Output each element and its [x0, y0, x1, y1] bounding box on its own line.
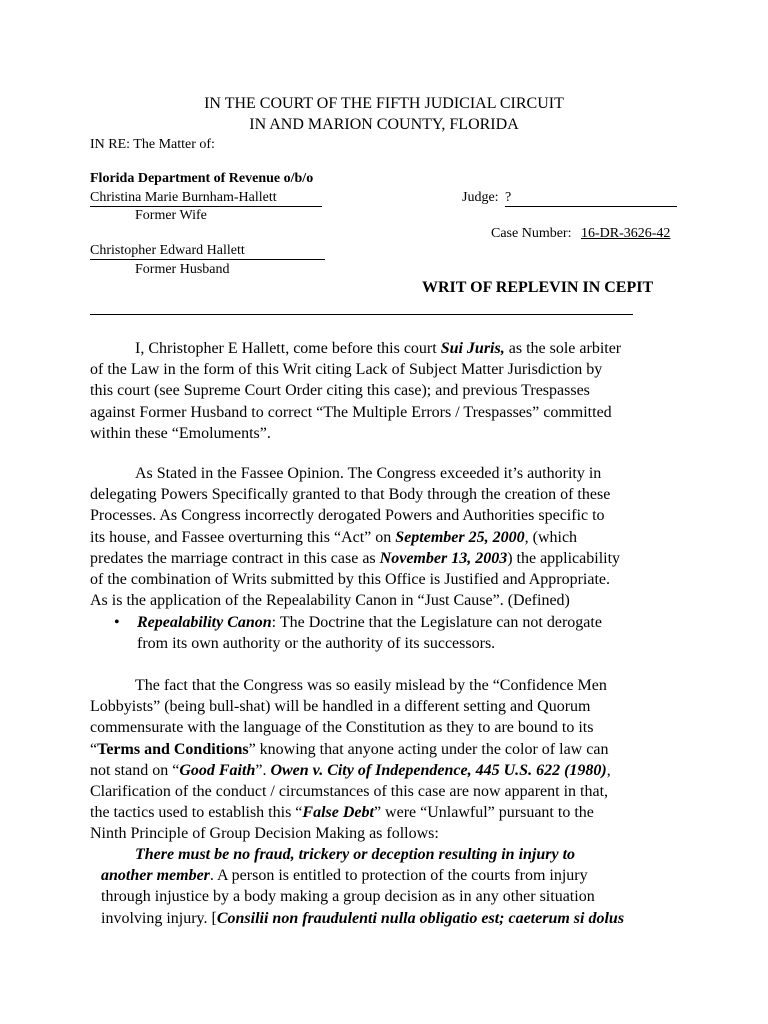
p3-text-d: not stand on “ [90, 761, 180, 779]
husband-role: Former Husband [135, 262, 230, 277]
bullet-line2: from its own authority or the authority of its successors. [137, 635, 496, 653]
caption-rule [90, 314, 633, 315]
p3-line7 [90, 802, 690, 823]
p1-text-a: I, Christopher E Hallett, come before this court [135, 340, 441, 357]
p2-date-1: September 25, 2000 [395, 528, 525, 546]
bullet-text-1: : The Doctrine that the Legislature can not derogate [271, 614, 602, 631]
p2-line1: As Stated in the Fassee Opinion. The Congress exceeded it’s authority in [135, 465, 602, 482]
bullet-dot: • [114, 614, 120, 631]
p2-line4 [90, 527, 690, 548]
p3-comma: , [606, 761, 611, 779]
p2-text-e: ) the applicability [507, 549, 621, 567]
p3-line3: commensurate with the language of the Constitution as they to are bound to its [90, 719, 594, 737]
bullet-line1 [137, 612, 737, 633]
in-re-label: IN RE: The Matter of: [90, 137, 215, 152]
p3-text-c: ” knowing that anyone acting under the color of law can [248, 740, 609, 758]
p1-line2: of the Law in the form of this Writ citing Lack of Subject Matter Jurisdiction by [90, 361, 603, 379]
p2-date-2: November 13, 2003 [379, 549, 508, 567]
p2-line2: delegating Powers Specifically granted to that Body through the creation of these [90, 486, 611, 504]
p3-line1: The fact that the Congress was so easily mislead by the “Confidence Men [135, 677, 607, 694]
court-title-line1: IN THE COURT OF THE FIFTH JUDICIAL CIRCUIT [204, 95, 564, 112]
p1-line5: within these “Emoluments”. [90, 424, 271, 442]
wife-name: Christina Marie Burnham-Hallett [90, 190, 277, 205]
paragraph-2 [90, 463, 690, 611]
p3-line6: Clarification of the conduct / circumstances of this case are now apparent in that, [90, 783, 609, 801]
bullet-term: Repealability Canon [137, 614, 272, 631]
husband-name-line [90, 243, 325, 260]
p2-text-a: its house, and Fassee overturning this “Act” on [90, 528, 396, 546]
principle-block [101, 844, 701, 929]
p2-line5 [90, 548, 690, 569]
principle-line4 [101, 908, 701, 929]
p2-line7: As is the application of the Repealability Canon in “Just Cause”. (Defined) [90, 592, 570, 610]
petitioner-org: Florida Department of Revenue o/b/o [90, 171, 314, 186]
p3-text-f: the tactics used to establish this “ [90, 804, 303, 822]
judge-value: ? [505, 190, 512, 205]
p3-text-g: ” were “Unlawful” pursuant to the [373, 804, 594, 822]
principle-text-b: . A person is entitled to protection of the courts from injury [209, 867, 588, 885]
p1-line4: against Former Husband to correct “The Multiple Errors / Trespasses” committed [90, 403, 612, 421]
p3-line4 [90, 739, 690, 760]
bullet-item [137, 612, 737, 654]
p2-text-d: predates the marriage contract in this case as [90, 549, 380, 567]
principle-line1: There must be no fraud, trickery or deception resulting in injury to [135, 846, 576, 863]
court-title-line2: IN AND MARION COUNTY, FLORIDA [249, 116, 519, 133]
principle-text-c: involving injury. [ [101, 909, 217, 927]
case-number-label: Case Number: [491, 226, 572, 241]
case-number-value: 16-DR-3626-42 [581, 226, 671, 241]
writ-title: WRIT OF REPLEVIN IN CEPIT [422, 279, 654, 296]
p1-line1 [90, 338, 690, 359]
p3-line5 [90, 760, 690, 781]
p1-text-c: as the sole arbiter [504, 340, 622, 357]
p3-quote-open: “ [90, 740, 98, 758]
principle-latin: Consilii non fraudulenti nulla obligatio est; caeterum si dolus [216, 909, 625, 927]
wife-name-line [90, 190, 322, 207]
p3-good-faith: Good Faith [179, 761, 256, 779]
p3-case-cite: Owen v. City of Independence, 445 U.S. 622 (1980) [270, 761, 607, 779]
principle-line2 [101, 865, 701, 886]
p3-line2: Lobbyists” (being bull-shat) will be handled in a different setting and Quorum [90, 698, 591, 716]
p3-line8: Ninth Principle of Group Decision Making as follows: [90, 825, 439, 843]
p2-text-c: , (which [524, 528, 578, 546]
p2-line6: of the combination of Writs submitted by this Office is Justified and Appropriate. [90, 571, 611, 589]
wife-role: Former Wife [135, 208, 207, 223]
husband-name: Christopher Edward Hallett [90, 243, 245, 258]
paragraph-3 [90, 675, 690, 845]
principle-another-member: another member [101, 867, 210, 885]
p1-sui-juris: Sui Juris, [440, 340, 505, 357]
judge-field [505, 190, 677, 207]
principle-line3: through injustice by a body making a group decision as in any other situation [101, 888, 595, 906]
p3-false-debt: False Debt [302, 804, 374, 822]
p1-line3: this court (see Supreme Court Order citing this case); and previous Trespasses [90, 382, 590, 400]
p3-text-e: ”. [255, 761, 271, 779]
p2-line3: Processes. As Congress incorrectly derogated Powers and Authorities specific to [90, 507, 605, 525]
p3-terms: Terms and Conditions [97, 740, 249, 758]
paragraph-1 [90, 338, 690, 444]
judge-label: Judge: [462, 190, 499, 205]
